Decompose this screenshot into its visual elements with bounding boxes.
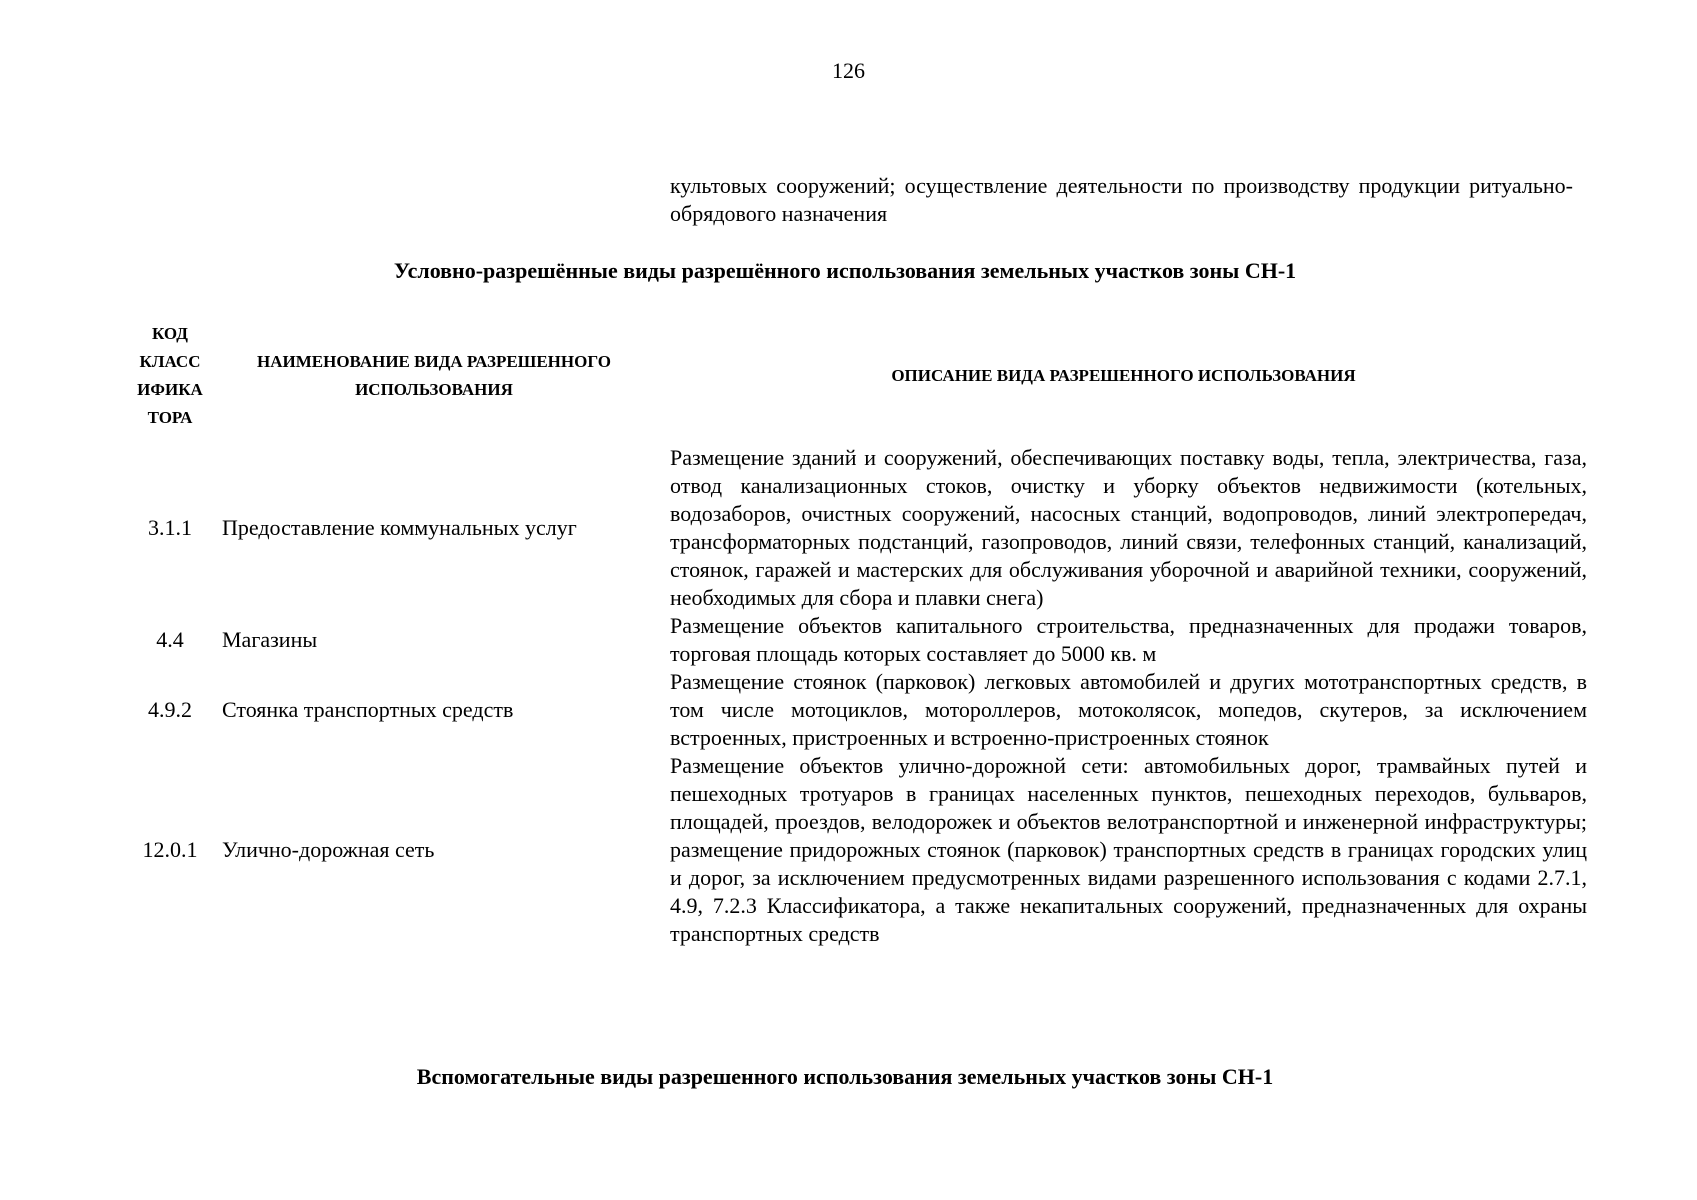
table-row [132, 444, 1587, 612]
page-number: 126 [832, 58, 865, 83]
table-row [132, 752, 1587, 948]
header-code: КОД КЛАСС ИФИКА ТОРА [137, 324, 203, 427]
header-name: НАИМЕНОВАНИЕ ВИДА РАЗРЕШЕННОГО ИСПОЛЬЗОВАНИЯ [257, 352, 611, 399]
row-code: 4.9.2 [148, 697, 192, 722]
row-description: Размещение объектов улично-дорожной сети: автомобильных дорог, трамвайных путей и пешеходных тротуаров в границах населенных пунктов, пешеходных переходов, бульваров, площадей, проездов, велодорожек и объектов велотранспортной и инженерной инфраструктуры; размещение придорожных стоянок (парковок) транспортных средств в границах городских улиц и дорог, за исключением предусмотренных видами разрешенного использования с кодами 2.7.1, 4.9, 7.2.3 Классификатора, а также некапитальных сооружений, предназначенных для охраны транспортных средств [670, 753, 1587, 946]
table-header-row [132, 320, 1587, 444]
conditional-uses-title: Условно-разрешённые виды разрешённого использования земельных участков зоны СН-1 [393, 258, 1297, 283]
row-name: Предоставление коммунальных услуг [222, 515, 577, 540]
row-code: 12.0.1 [142, 837, 198, 862]
row-description: Размещение зданий и сооружений, обеспечивающих поставку воды, тепла, электричества, газа, отвод канализационных стоков, очистку и уборку объектов недвижимости (котельных, водозаборов, очистных сооружений, насосных станций, водопроводов, линий электропередач, трансформаторных подстанций, газопроводов, линий связи, телефонных станций, канализаций, стоянок, гаражей и мастерских для обслуживания уборочной и аварийной техники, сооружений, необходимых для сбора и плавки снега) [670, 445, 1587, 610]
row-name: Улично-дорожная сеть [222, 837, 435, 862]
row-code: 4.4 [156, 627, 184, 652]
row-name: Стоянка транспортных средств [222, 697, 514, 722]
header-description: ОПИСАНИЕ ВИДА РАЗРЕШЕННОГО ИСПОЛЬЗОВАНИЯ [891, 366, 1356, 385]
row-description: Размещение стоянок (парковок) легковых автомобилей и других мототранспортных средств, в том числе мотоциклов, мотороллеров, мотоколясок, мопедов, скутеров, за исключением встроенных, пристроенных и встроенно-пристроенных стоянок [670, 669, 1587, 750]
table-row [132, 612, 1587, 668]
table-row [132, 668, 1587, 752]
permitted-uses-table [132, 320, 1587, 948]
row-code: 3.1.1 [148, 515, 192, 540]
row-name: Магазины [222, 627, 318, 652]
continuation-paragraph: культовых сооружений; осуществление деятельности по производству продукции ритуально-обрядового назначения [670, 173, 1573, 226]
auxiliary-uses-title: Вспомогательные виды разрешенного использования земельных участков зоны СН-1 [416, 1064, 1274, 1089]
row-description: Размещение объектов капитального строительства, предназначенных для продажи товаров, торговая площадь которых составляет до 5000 кв. м [670, 613, 1587, 666]
